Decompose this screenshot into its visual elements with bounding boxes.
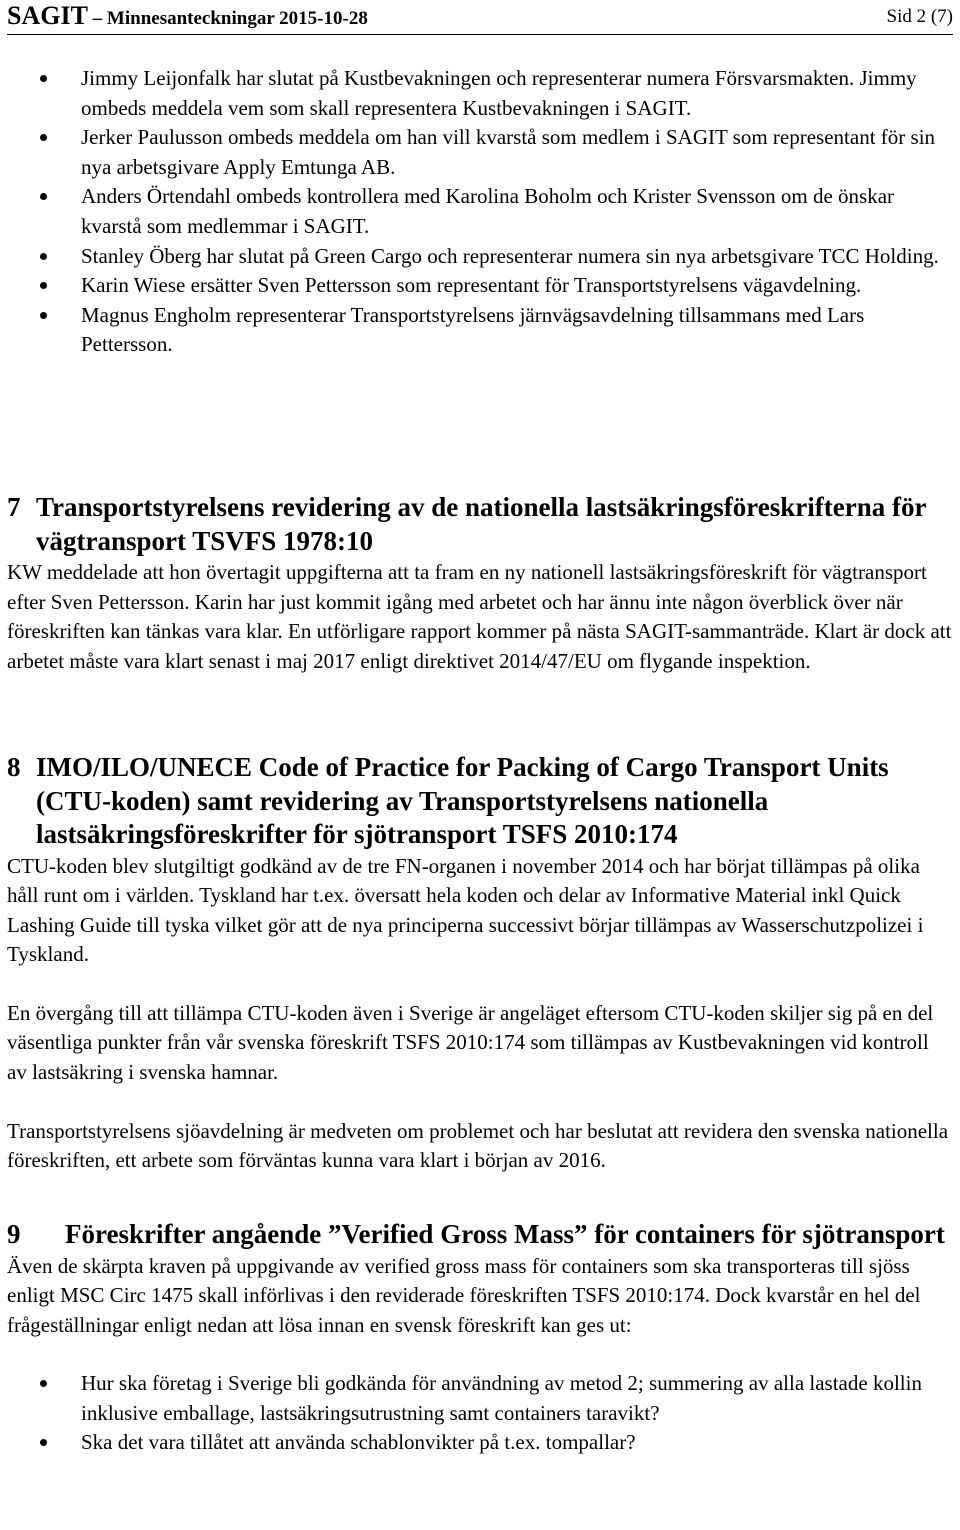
member-changes-list xyxy=(7,64,953,360)
list-item: Hur ska företag i Sverige bli godkända för användning av metod 2; summering av alla lastade kollin inklusive emballage, lastsäkringsutrustning samt containers taravikt? xyxy=(7,1369,953,1428)
list-item: Jimmy Leijonfalk har slutat på Kustbevakningen och representerar numera Försvarsmakten. Jimmy ombeds meddela vem som skall representera Kustbevakningen i SAGIT. xyxy=(7,64,953,123)
section-heading xyxy=(7,1218,953,1252)
section-7 xyxy=(7,491,953,676)
header-subtitle: – Minnesanteckningar 2015-10-28 xyxy=(87,8,368,29)
list-item: Stanley Öberg har slutat på Green Cargo och representerar numera sin nya arbetsgivare TCC Holding. xyxy=(7,242,953,272)
paragraph: En övergång till att tillämpa CTU-koden även i Sverige är angeläget eftersom CTU-koden skiljer sig på en del väsentliga punkter från vår svenska föreskrift TSFS 2010:174 som tillämpas av Kustbevakningen vid kontroll av lastsäkring i svenska hamnar. xyxy=(7,1000,934,1085)
section-title: Transportstyrelsens revidering av de nationella lastsäkringsföreskrifterna för vägtransport TSVFS 1978:10 xyxy=(36,492,926,556)
document-page xyxy=(7,0,953,1455)
section-title: Föreskrifter angående ”Verified Gross Mass” för containers för sjötransport xyxy=(65,1219,945,1249)
header-page-number: Sid 2 (7) xyxy=(886,6,953,27)
section-9 xyxy=(7,1218,953,1458)
paragraph: KW meddelade att hon övertagit uppgifterna att ta fram en ny nationell lastsäkringsföreskrift för vägtransport efter Sven Pettersson. Karin har just kommit igång med arbetet och har ännu inte någon överblick över när föreskriften kan tänkas vara klar. En utförligare rapport kommer på nästa SAGIT-sammanträde. Klart är dock att arbetet måste vara klart senast i maj 2017 enligt direktivet 2014/47/EU om flygande inspektion. xyxy=(7,560,952,673)
vgm-questions-list xyxy=(7,1369,953,1458)
section-number: 7 xyxy=(7,492,21,522)
member-changes-section xyxy=(7,64,953,360)
paragraph: Transportstyrelsens sjöavdelning är medveten om problemet och har beslutat att revidera den svenska nationella föreskriften, ett arbete som förväntas kunna vara klart i början av 2016. xyxy=(7,1118,949,1173)
section-number: 8 xyxy=(7,752,21,782)
list-item: Ska det vara tillåtet att använda schablonvikter på t.ex. tompallar? xyxy=(7,1428,953,1458)
list-item: Anders Örtendahl ombeds kontrollera med Karolina Boholm och Krister Svensson om de önskar kvarstå som medlemmar i SAGIT. xyxy=(7,182,953,241)
list-item: Magnus Engholm representerar Transportstyrelsens järnvägsavdelning tillsammans med Lars Pettersson. xyxy=(7,301,953,360)
header-title xyxy=(7,1,368,34)
page-header xyxy=(7,0,953,35)
section-8 xyxy=(7,751,953,1176)
section-heading xyxy=(7,751,953,852)
section-title: IMO/ILO/UNECE Code of Practice for Packing of Cargo Transport Units (CTU-koden) samt revidering av Transportstyrelsens nationella lastsäkringsföreskrifter för sjötransport TSFS 2010:174 xyxy=(36,752,889,849)
paragraph: Även de skärpta kraven på uppgivande av verified gross mass för containers som ska transporteras till sjöss enligt MSC Circ 1475 skall införlivas i den reviderade föreskriften TSFS 2010:174. Dock kvarstår en hel del frågeställningar enligt nedan att lösa innan en svensk föreskrift kan ges ut: xyxy=(7,1253,921,1337)
section-number: 9 xyxy=(7,1219,21,1249)
section-heading xyxy=(7,491,953,558)
paragraph: CTU-koden blev slutgiltigt godkänd av de tre FN-organen i november 2014 och har börjat tillämpas på olika håll runt om i världen. Tyskland har t.ex. översatt hela koden och delar av Informative Material inkl Quick Lashing Guide till tyska vilket gör att de nya principerna successivt börjar tillämpas av Wasserschutzpolizei i Tyskland. xyxy=(7,853,924,967)
list-item: Jerker Paulusson ombeds meddela om han vill kvarstå som medlem i SAGIT som representant för sin nya arbetsgivare Apply Emtunga AB. xyxy=(7,123,953,182)
header-org: SAGIT xyxy=(7,1,88,30)
list-item: Karin Wiese ersätter Sven Pettersson som representant för Transportstyrelsens vägavdelning. xyxy=(7,271,953,301)
